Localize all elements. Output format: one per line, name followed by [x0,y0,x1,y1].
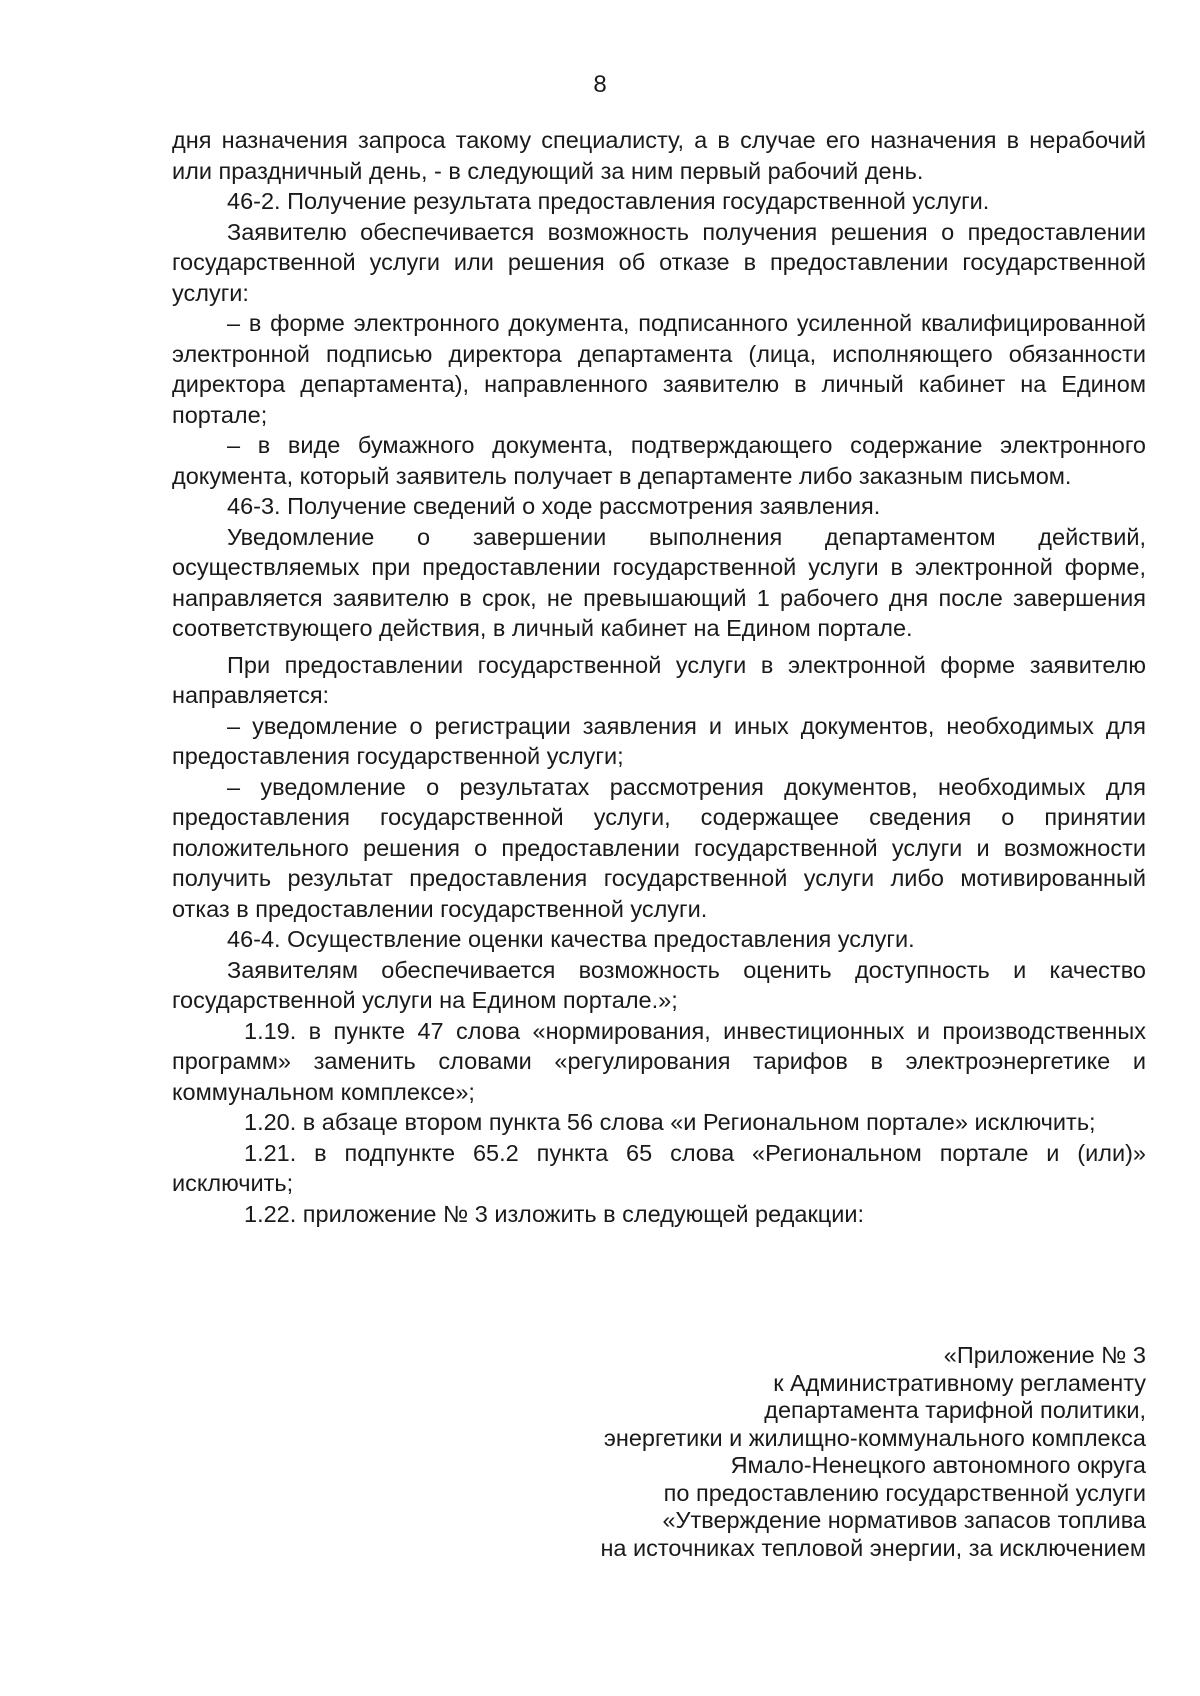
appendix-header-line: «Приложение № 3 [943,1342,1146,1368]
paragraph-sent-to-applicant: При предоставлении государственной услуги в электронной форме заявителю направляется: [172,651,1146,708]
appendix-header-line: по предоставлению государственной услуги [663,1479,1146,1506]
list-item-results-notice: – уведомление о результатах рассмотрения документов, необходимых для предоставления государственной услуги, содержащее сведения о принятии положительного решения о предоставлении государственной услуги и возможности получить результат предоставления государственной услуги либо мотивированный отказ в предоставлении государственной услуги. [172,773,1146,922]
paragraph-notification: Уведомление о завершении выполнения департаментом действий, осуществляемых при предоставлении государственной услуги в электронной форме, направляется заявителю в срок, не превышающий 1 рабочего дня после завершения соответствующего действия, в личный кабинет на Едином портале. [172,523,1146,641]
paragraph-46-3-heading: 46-3. Получение сведений о ходе рассмотрения заявления. [227,493,881,519]
list-item-paper-document: – в виде бумажного документа, подтверждающего содержание электронного документа, который заявитель получает в департаменте либо заказным письмом. [172,432,1146,489]
appendix-header-line: «Утверждение нормативов запасов топлива [662,1507,1146,1533]
appendix-header-line: энергетики и жилищно-коммунального комплекса [603,1424,1146,1451]
appendix-header-line: на источниках тепловой энергии, за исключением [600,1534,1146,1561]
paragraph-46-2-heading: 46-2. Получение результата предоставления государственной услуги. [227,188,990,214]
appendix-header-line: к Административному регламенту [773,1369,1146,1396]
paragraph-46-4-heading: 46-4. Осуществление оценки качества предоставления услуги. [227,926,915,952]
amendment-1-21: 1.21. в подпункте 65.2 пункта 65 слова «Региональном портале и (или)» исключить; [172,1139,1146,1196]
appendix-header [526,1342,1146,1562]
list-item-electronic-document: – в форме электронного документа, подписанного усиленной квалифицированной электронной подписью директора департамента (лица, исполняющего обязанности директора департамента), направленного заявителю в личный кабинет на Едином портале; [172,310,1146,428]
paragraph-quality-assessment: Заявителям обеспечивается возможность оценить доступность и качество государственной услуги на Едином портале.»; [172,956,1146,1013]
document-body [172,125,1146,1229]
amendment-1-20: 1.20. в абзаце втором пункта 56 слова «и Региональном портале» исключить; [244,1109,1096,1135]
amendment-1-22: 1.22. приложение № 3 изложить в следующей редакции: [244,1200,864,1227]
appendix-header-line: Ямало-Ненецкого автономного округа [730,1452,1146,1478]
paragraph-applicant-options: Заявителю обеспечивается возможность получения решения о предоставлении государственной услуги или решения об отказе в предоставлении государственной услуги: [172,218,1146,306]
paragraph-continuation: дня назначения запроса такому специалисту, а в случае его назначения в нерабочий или праздничный день, - в следующий за ним первый рабочий день. [172,127,1146,184]
list-item-registration-notice: – уведомление о регистрации заявления и иных документов, необходимых для предоставления государственной услуги; [172,712,1146,769]
amendment-1-19: 1.19. в пункте 47 слова «нормирования, инвестиционных и производственных программ» заменить словами «регулирования тарифов в электроэнергетике и коммунальном комплексе»; [172,1017,1146,1105]
page-number: 8 [593,71,607,98]
appendix-header-line: департамента тарифной политики, [764,1397,1146,1423]
